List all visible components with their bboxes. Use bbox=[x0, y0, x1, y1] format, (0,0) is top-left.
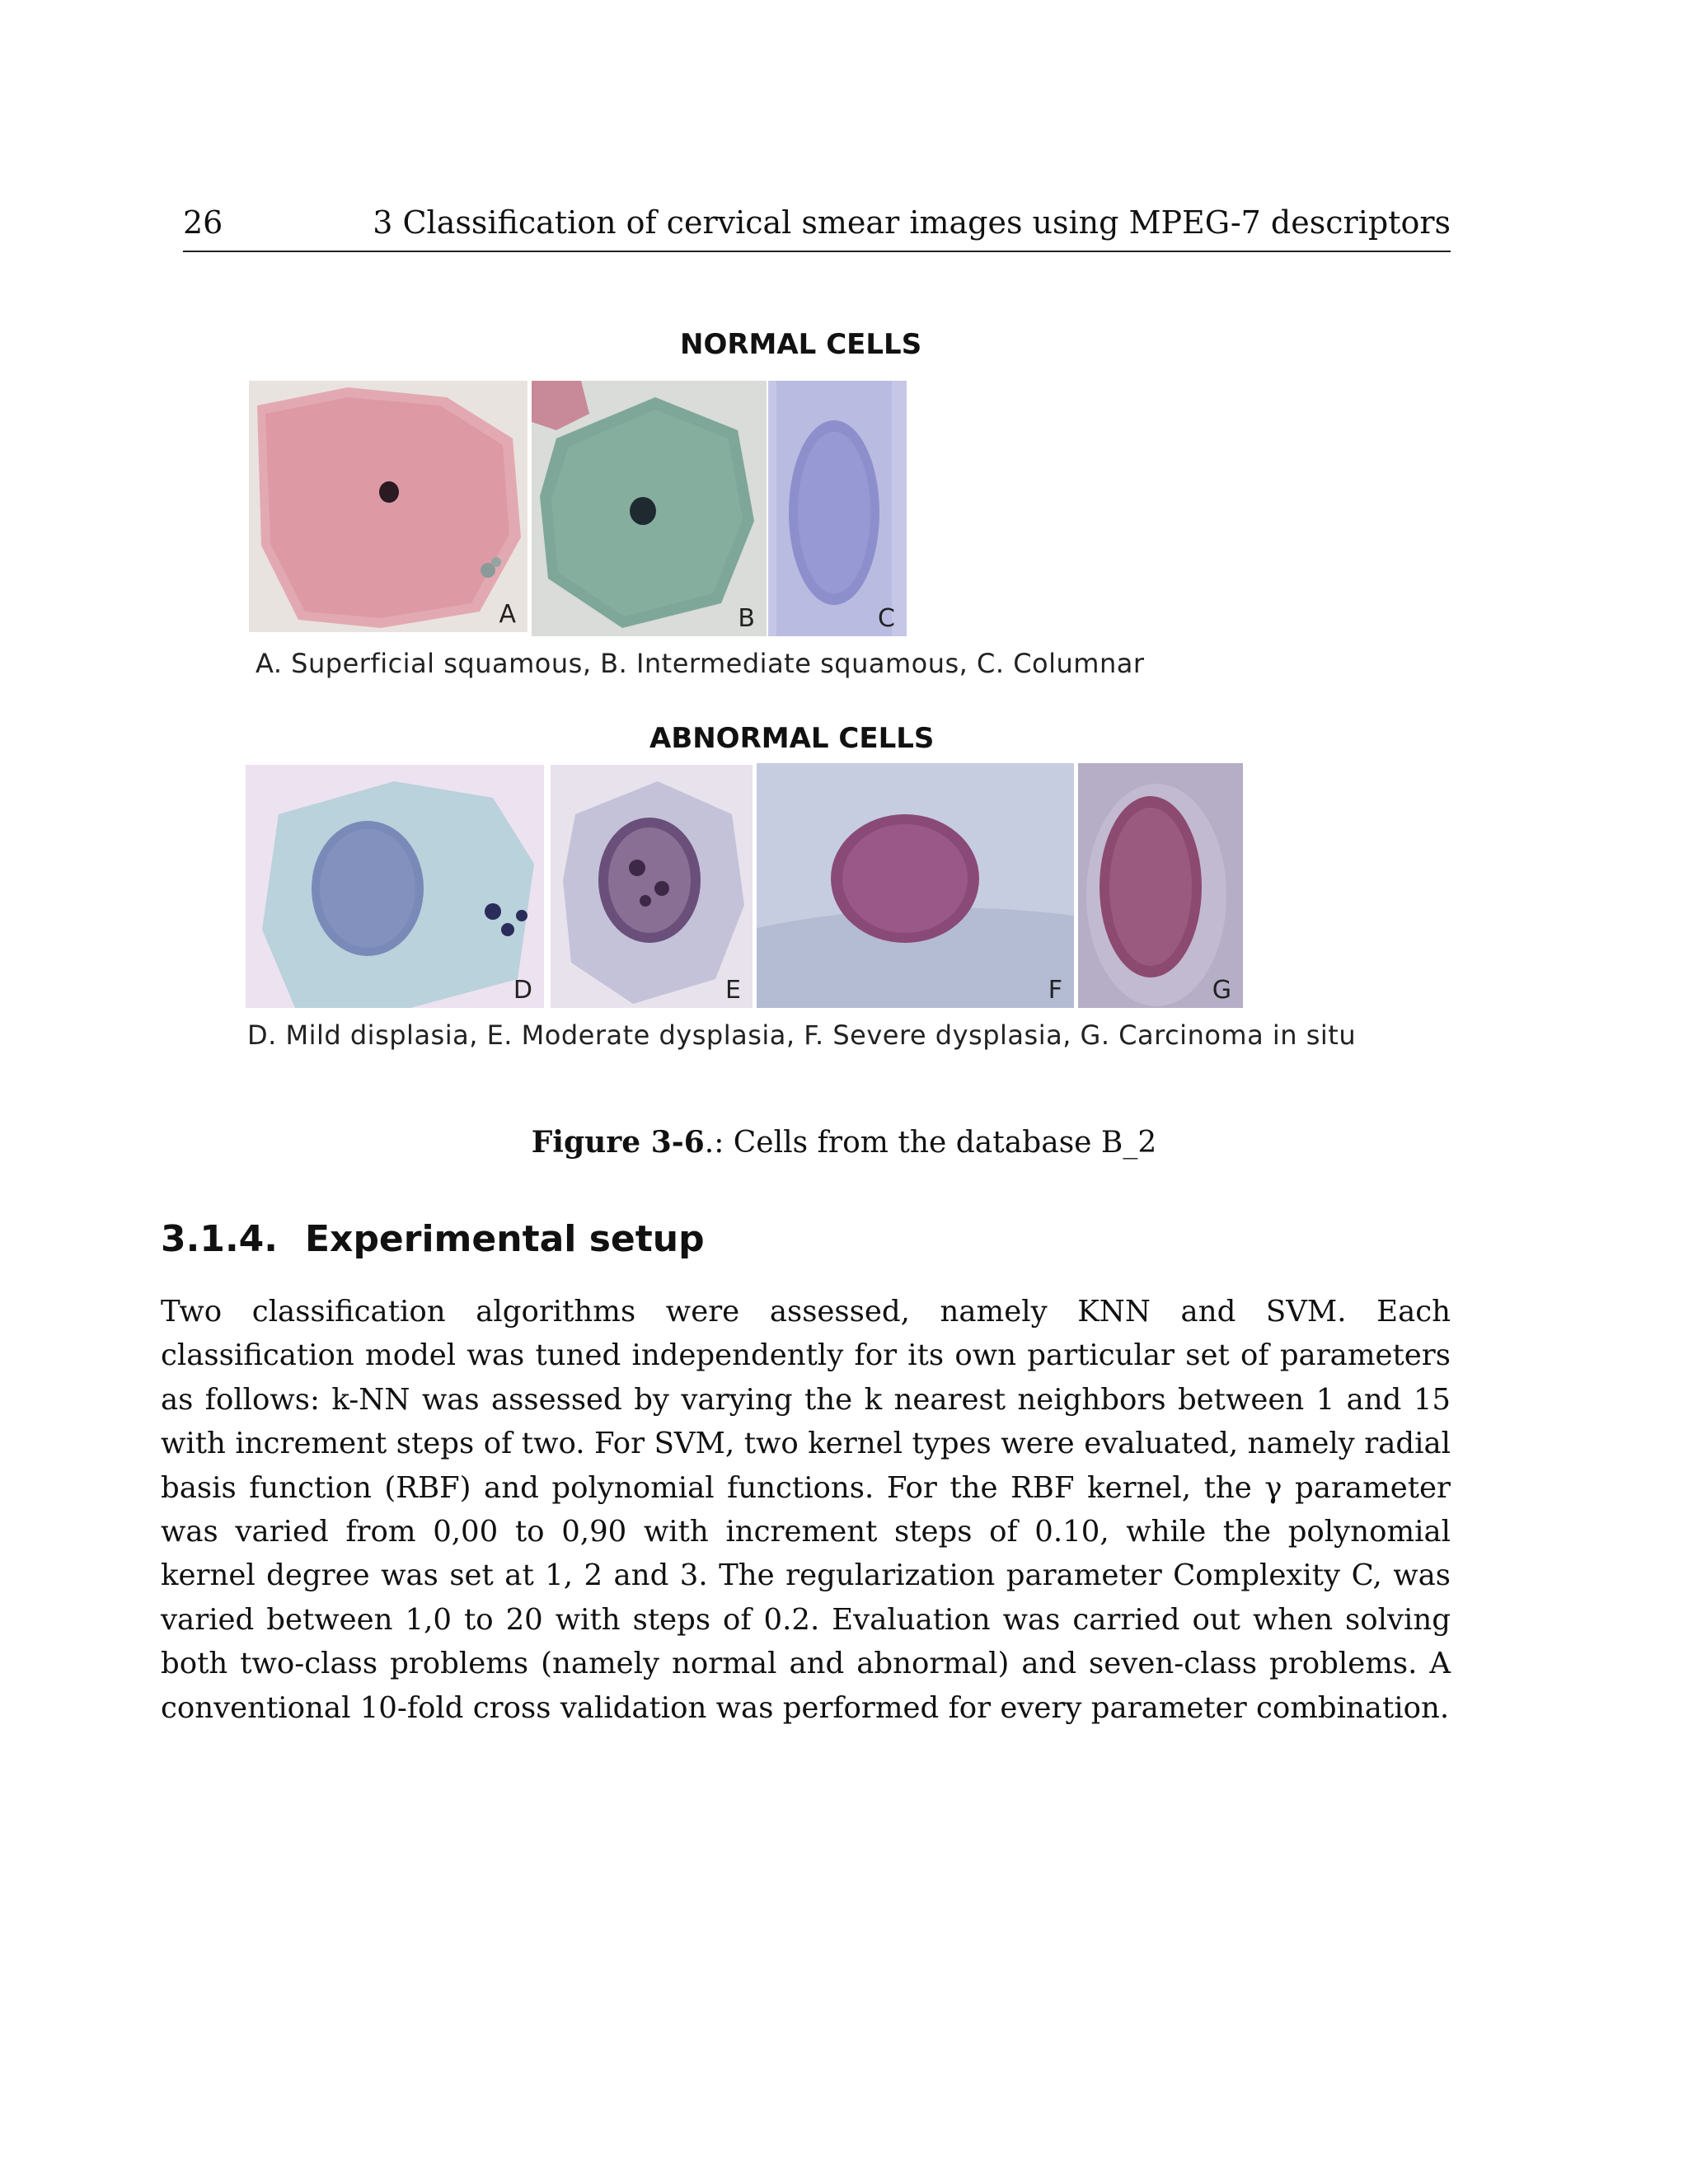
normal-cells-heading: NORMAL CELLS bbox=[680, 328, 922, 361]
intermediate-squamous-cell-image bbox=[532, 381, 767, 636]
abnormal-cells-heading: ABNORMAL CELLS bbox=[649, 722, 935, 755]
abnormal-cells-caption: D. Mild displasia, E. Moderate dysplasia, F. Severe dysplasia, G. Carcinoma in situ bbox=[247, 1019, 1357, 1051]
page-number: 26 bbox=[183, 204, 223, 241]
body-paragraph: Two classification algorithms were assessed, namely KNN and SVM. Each classification model was tuned independently for its own particular set of parameters as follows: k-NN was assessed by varying the k nearest neighbors between 1 and 15 with increment steps of two. For SVM, two kernel types were evaluated, namely radial basis function (RBF) and polynomial functions. For the RBF kernel, the γ parameter was varied from 0,00 to 0,90 with increment steps of 0.10, while the polynomial kernel degree was set at 1, 2 and 3. The regularization parameter Complexity C, was varied between 1,0 to 20 with steps of 0.2. Evaluation was carried out when solving both two-class problems (namely normal and abnormal) and seven-class problems. A conventional 10-fold cross validation was performed for every parameter combination. bbox=[161, 1295, 1451, 1725]
figure-label: Figure 3-6 bbox=[531, 1125, 705, 1160]
columnar-cell-image bbox=[768, 381, 907, 636]
cell-image-e bbox=[551, 765, 753, 1008]
panel-letter-g: G bbox=[1212, 976, 1231, 1005]
running-head bbox=[183, 204, 1451, 252]
chapter-title: 3 Classification of cervical smear images using MPEG-7 descriptors bbox=[373, 204, 1451, 241]
figure-caption bbox=[0, 1125, 1688, 1160]
superficial-squamous-cell-image bbox=[249, 381, 528, 632]
cell-image-a bbox=[249, 381, 528, 632]
section-number: 3.1.4. bbox=[161, 1218, 278, 1260]
panel-letter-b: B bbox=[738, 604, 755, 633]
cell-image-g bbox=[1078, 763, 1243, 1008]
panel-letter-d: D bbox=[513, 976, 532, 1005]
severe-dysplasia-cell-image bbox=[757, 763, 1074, 1008]
panel-letter-c: C bbox=[878, 604, 895, 633]
section-heading bbox=[161, 1218, 705, 1260]
panel-letter-f: F bbox=[1048, 976, 1062, 1005]
normal-cells-caption: A. Superficial squamous, B. Intermediate squamous, C. Columnar bbox=[256, 648, 1145, 679]
section-title: Experimental setup bbox=[305, 1218, 705, 1260]
carcinoma-in-situ-cell-image bbox=[1078, 763, 1243, 1008]
cell-image-d bbox=[246, 765, 544, 1008]
moderate-dysplasia-cell-image bbox=[551, 765, 753, 1008]
panel-letter-e: E bbox=[725, 976, 741, 1005]
cell-image-b bbox=[532, 381, 767, 636]
figure-caption-text: .: Cells from the database B_2 bbox=[704, 1126, 1157, 1160]
cell-image-c bbox=[768, 381, 907, 636]
cell-image-f bbox=[757, 763, 1074, 1008]
panel-letter-a: A bbox=[499, 600, 516, 629]
mild-dysplasia-cell-image bbox=[246, 765, 544, 1008]
